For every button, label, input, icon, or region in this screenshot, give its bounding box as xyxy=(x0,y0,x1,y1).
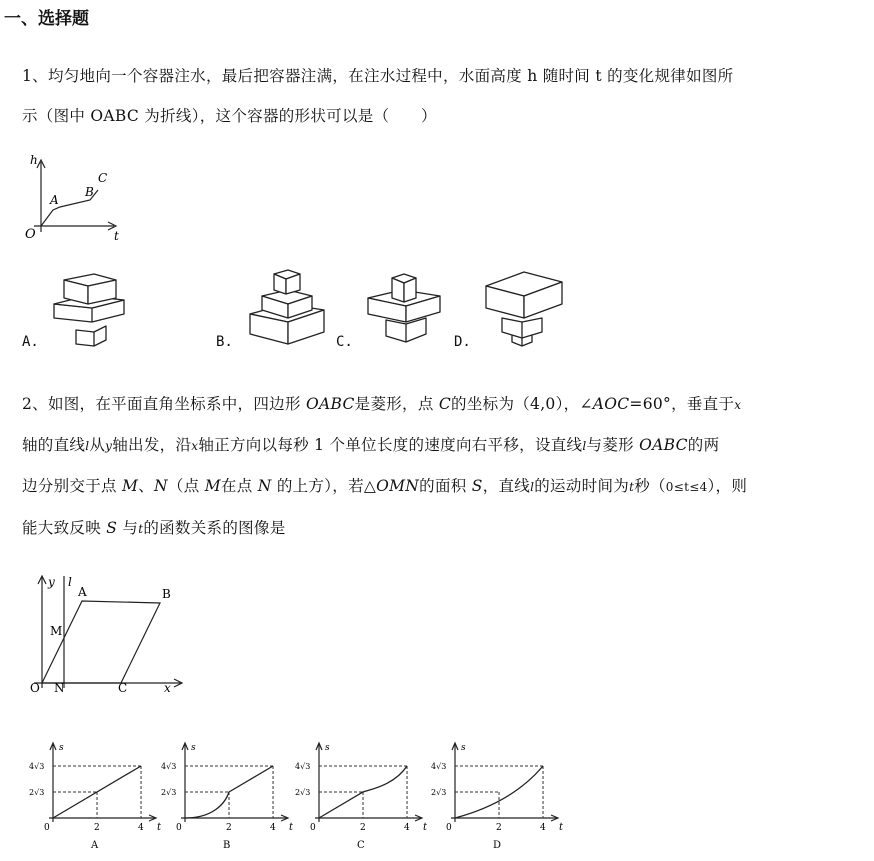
q2-origin-label: O xyxy=(30,681,40,695)
tick-label-0: 0 xyxy=(310,823,316,833)
q1-axis-t-label: t xyxy=(114,229,119,243)
option-b-label: B xyxy=(223,840,231,851)
tick-label-4-root-3: 4√3 xyxy=(295,762,311,771)
graph-curve xyxy=(53,766,141,818)
tick-label-4-root-3: 4√3 xyxy=(29,762,45,771)
q2-rhombus-figure xyxy=(24,568,194,696)
option-graph-d xyxy=(428,738,568,858)
container-c-figure xyxy=(364,262,446,352)
x-axis-label: t xyxy=(157,822,162,833)
q2-line-l-label: l xyxy=(68,575,72,589)
tick-label-4: 4 xyxy=(138,823,144,833)
tick-label-0: 0 xyxy=(446,823,452,833)
tick-label-2-root-3: 2√3 xyxy=(295,788,311,797)
q1-origin-label: O xyxy=(25,227,36,242)
tick-label-4: 4 xyxy=(404,823,410,833)
x-axis-label: t xyxy=(289,822,294,833)
container-d-figure xyxy=(482,262,566,352)
q2-line-1: 2、如图，在平面直角坐标系中，四边形 OABC是菱形，点 C的坐标为（4,0），∠AOC=60°，垂直于x xyxy=(22,395,742,413)
q2-line-2: 轴的直线l从y轴出发，沿x轴正方向以每秒 1 个单位长度的速度向右平移，设直线l与菱形 OABC的两 xyxy=(22,436,720,454)
x-axis-label: t xyxy=(559,822,564,833)
tick-label-4: 4 xyxy=(270,823,276,833)
q1-axis-h-label: h xyxy=(30,153,38,167)
tick-label-4-root-3: 4√3 xyxy=(431,762,447,771)
option-graph-c xyxy=(292,738,432,858)
y-axis-label: s xyxy=(191,743,196,753)
tick-label-2: 2 xyxy=(496,823,502,833)
q1-line-2: 示（图中 OABC 为折线），这个容器的形状可以是（ ） xyxy=(22,107,437,125)
q1-option-c-label: C. xyxy=(336,334,353,350)
q1-line-1: 1、均匀地向一个容器注水，最后把容器注满，在注水过程中，水面高度 h 随时间 t 的变化规律如图所 xyxy=(22,67,734,85)
q2-y-axis-label: y xyxy=(48,575,55,589)
q1-option-d-label: D. xyxy=(454,334,471,350)
q2-line-3: 边分别交于点 M、N（点 M在点 N 的上方），若△OMN的面积 S，直线l的运动时间为t秒（0≤t≤4），则 xyxy=(22,477,748,495)
q2-point-m-label: M xyxy=(50,624,63,638)
tick-label-2-root-3: 2√3 xyxy=(161,788,177,797)
tick-label-2: 2 xyxy=(94,823,100,833)
tick-label-4: 4 xyxy=(540,823,546,833)
tick-label-4-root-3: 4√3 xyxy=(161,762,177,771)
option-graph-a xyxy=(26,738,166,858)
q1-point-b-label: B xyxy=(85,185,94,199)
q1-water-level-graph xyxy=(18,152,128,244)
q2-line-4: 能大致反映 S 与t的函数关系的图像是 xyxy=(22,519,286,537)
option-graph-b xyxy=(158,738,298,858)
y-axis-label: s xyxy=(325,743,330,753)
container-a-figure xyxy=(44,262,140,352)
q1-option-a-label: A. xyxy=(22,334,39,350)
graph-curve xyxy=(185,766,273,818)
y-axis-label: s xyxy=(59,743,64,753)
tick-label-2-root-3: 2√3 xyxy=(431,788,447,797)
option-c-label: C xyxy=(357,840,365,851)
q2-point-c-label: C xyxy=(118,681,128,695)
q2-x-axis-label: x xyxy=(164,681,171,695)
tick-label-0: 0 xyxy=(176,823,182,833)
option-d-label: D xyxy=(493,840,502,851)
tick-label-0: 0 xyxy=(44,823,50,833)
tick-label-2: 2 xyxy=(226,823,232,833)
q1-option-b-label: B. xyxy=(216,334,233,350)
tick-label-2: 2 xyxy=(360,823,366,833)
option-a-label: A xyxy=(91,840,99,851)
q1-point-a-label: A xyxy=(50,193,59,207)
graph-curve xyxy=(319,766,407,818)
section-heading: 一、选择题 xyxy=(4,9,89,29)
container-b-figure xyxy=(246,262,330,352)
q2-point-b-label: B xyxy=(162,587,171,601)
q2-point-a-label: A xyxy=(78,585,87,599)
tick-label-2-root-3: 2√3 xyxy=(29,788,45,797)
x-axis-label: t xyxy=(423,822,428,833)
q1-point-c-label: C xyxy=(98,171,108,185)
y-axis-label: s xyxy=(461,743,466,753)
q2-point-n-label: N xyxy=(54,681,65,695)
